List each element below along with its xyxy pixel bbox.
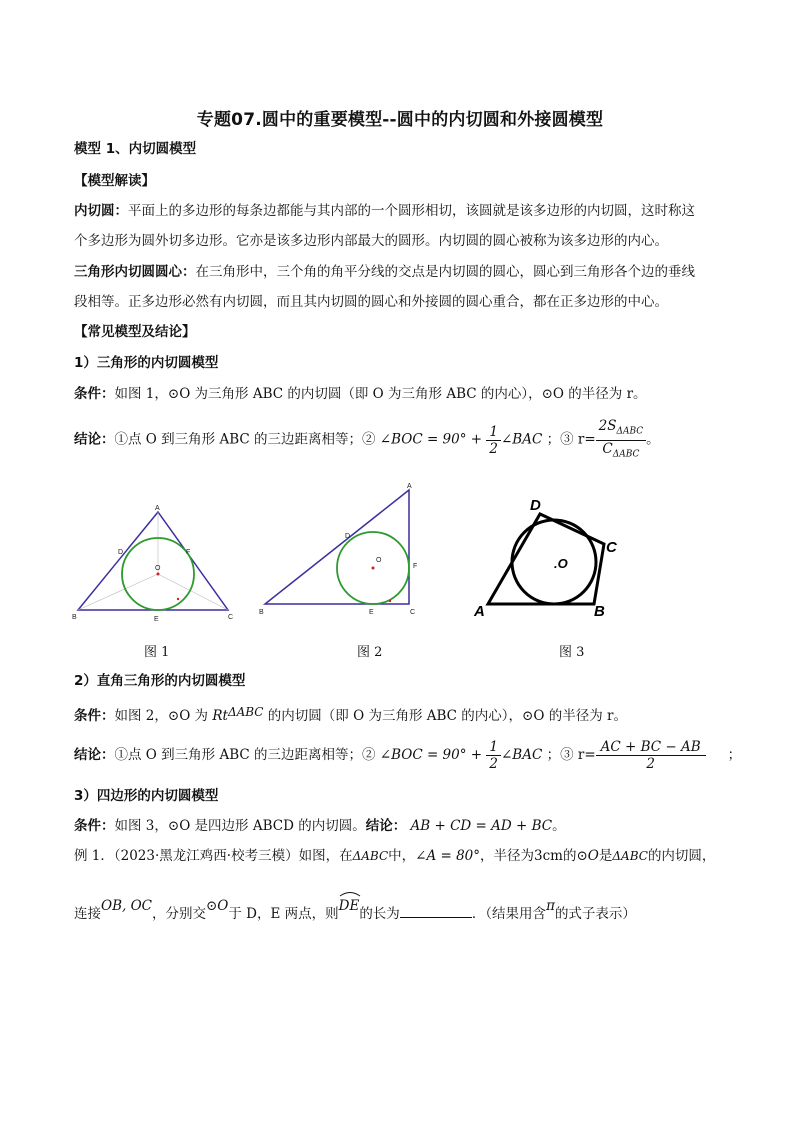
ex1-l2c: 于 D，E 两点，则 — [228, 906, 339, 922]
figure-1 — [70, 500, 240, 625]
model1-heading: 模型 1、内切圆模型 — [74, 141, 197, 157]
sec1-half-den: 2 — [489, 440, 498, 457]
sec1-frac-den: C — [602, 440, 613, 457]
ex1-radius: 3cm — [534, 848, 563, 864]
sec3-cond-text: 如图 3，⊙O 是四边形 ABCD 的内切圆。 — [114, 818, 366, 834]
ex1-l2a: 连接 — [74, 906, 101, 922]
fig2-caption: 图 2 — [357, 645, 383, 660]
fig1-label-C: C — [228, 614, 234, 621]
ex1-l1b: 中， — [388, 848, 416, 864]
ex1-l1c: ，半径为 — [480, 848, 535, 864]
sec2-cond-label: 条件： — [74, 708, 115, 724]
sec2-rt: Rt — [212, 708, 228, 724]
fig2-label-A: A — [407, 483, 412, 490]
sec2-formula2: ∠BOC = 90° + — [379, 747, 487, 763]
incenter-text1: 在三角形中，三个角的角平分线的交点是内切圆的圆心，圆心到三角形各个边的垂线 — [195, 264, 695, 280]
common-heading: 【常见模型及结论】 — [74, 324, 196, 340]
fig3-label-B: B — [594, 603, 605, 620]
sec2-frac-den: 2 — [646, 756, 655, 772]
sec2-concl-end: ； — [727, 747, 742, 763]
sec1-formula2: ∠BOC = 90° + — [379, 431, 487, 448]
sec2-concl-b: ；③ r= — [546, 747, 596, 763]
ex1-l1e: 是 — [598, 848, 613, 864]
sec2-half-frac — [486, 739, 501, 772]
fig3-label-C: C — [606, 539, 617, 556]
sec1-frac-den-sub: ΔABC — [612, 449, 640, 460]
ex1-tri: ΔABC — [352, 849, 389, 863]
fig2-triangle — [265, 490, 409, 604]
sec1-r-frac — [596, 418, 647, 462]
fig2-label-C: C — [410, 609, 416, 616]
fig1-label-A: A — [155, 505, 160, 512]
incircle-def-line2: 个多边形为圆外切多边形。它亦是该多边形内部最大的圆形。内切圆的圆心被称为该多边形的内心。 — [74, 233, 668, 249]
sec2-cond-b: 的内切圆（即 O 为三角形 ABC 的内心），⊙O 的半径为 r。 — [263, 708, 627, 724]
sec1-frac-num-sub: ΔABC — [616, 426, 644, 437]
page-title: 专题07.圆中的重要模型--圆中的内切圆和外接圆模型 — [196, 110, 604, 130]
fig3-label-D: D — [530, 497, 541, 514]
sec1-frac-num: 2S — [598, 418, 617, 434]
sec3-cond-label: 条件： — [74, 818, 115, 834]
sec2-concl-label: 结论： — [74, 747, 115, 763]
ex1-l2b: ，分别交 — [151, 906, 206, 922]
incenter-def-line2: 段相等。正多边形必然有内切圆，而且其内切圆的圆心和外接圆的圆心重合，都在正多边形的中心。 — [74, 294, 668, 310]
ex1-arc — [339, 894, 360, 914]
fig3-label-A: A — [474, 603, 485, 620]
sec3-heading: 3）四边形的内切圆模型 — [74, 788, 219, 804]
ex1-l2f: 的式子表示） — [554, 906, 636, 922]
figure-3 — [470, 492, 630, 622]
sec1-concl-end: 。 — [646, 431, 660, 448]
fig1-label-D: D — [118, 549, 124, 556]
fig3-label-O: .O — [554, 556, 568, 571]
ex1-angle: ∠A = 80° — [415, 848, 481, 864]
sec2-conclusion — [74, 737, 742, 773]
sec1-heading: 1）三角形的内切圆模型 — [74, 355, 219, 371]
fig2-center-point — [372, 567, 375, 570]
ex1-tri2: ΔABC — [612, 849, 648, 863]
sec1-cond-label: 条件： — [74, 386, 115, 402]
fig1-bisector-b — [78, 574, 158, 610]
sec2-concl-a: ①点 O 到三角形 ABC 的三边距离相等；② — [114, 747, 376, 763]
ex1-l1a: 例 1．（2023·黑龙江鸡西·校考三模）如图，在 — [74, 848, 353, 864]
incircle-def-line1 — [74, 201, 734, 222]
fig2-label-O: O — [376, 557, 382, 564]
fig1-label-O: O — [155, 565, 161, 572]
fig1-point — [177, 598, 179, 600]
sec3-concl-label: 结论： — [365, 818, 407, 834]
example1-line2 — [74, 896, 734, 925]
sec3-concl-end: 。 — [552, 818, 566, 834]
fig1-caption: 图 1 — [144, 645, 170, 660]
ex1-segs: OB, OC — [101, 898, 152, 914]
sec2-r-frac — [596, 739, 706, 772]
ex1-circle: ⊙O — [576, 848, 599, 864]
ex1-circle2: ⊙O — [205, 898, 229, 914]
answer-blank[interactable] — [400, 903, 472, 918]
fig3-caption: 图 3 — [559, 645, 585, 660]
sec2-condition — [74, 702, 734, 727]
example1-line1 — [74, 846, 734, 867]
sec2-half-den: 2 — [489, 756, 498, 772]
sec2-heading: 2）直角三角形的内切圆模型 — [74, 673, 246, 689]
sec1-condition — [74, 384, 734, 405]
fig2-label-E: E — [369, 609, 374, 616]
fig1-center-point — [157, 573, 160, 576]
fig2-point — [389, 600, 391, 602]
sec2-formula2-tail: ∠BAC — [500, 747, 543, 763]
sec3-formula: AB + CD = AD + BC — [410, 818, 553, 834]
figure-2 — [255, 480, 430, 625]
ex1-arc-text: DE — [338, 898, 360, 914]
sec1-conclusion — [74, 418, 734, 462]
fig2-label-F: F — [413, 563, 418, 570]
fig1-label-B: B — [72, 614, 77, 621]
sec1-concl-b: ；③ r= — [546, 431, 596, 448]
sec2-frac-num: AC + BC − AB — [596, 739, 706, 756]
fig1-label-E: E — [154, 616, 159, 623]
fig1-triangle — [78, 512, 228, 610]
sec2-cond-a: 如图 2，⊙O 为 — [114, 708, 213, 724]
sec1-half-num: 1 — [486, 424, 501, 441]
sec2-half-num: 1 — [486, 739, 501, 756]
fig1-label-F: F — [186, 549, 191, 556]
arc-mark-icon — [339, 891, 361, 897]
ex1-l1f: 的内切圆， — [647, 848, 716, 864]
sec1-formula2-tail: ∠BAC — [500, 431, 543, 448]
sec1-half-frac — [486, 424, 501, 457]
ex1-l2e: ．（结果用含 — [471, 906, 547, 922]
sec1-concl-a: ①点 O 到三角形 ABC 的三边距离相等；② — [114, 431, 376, 448]
interpretation-heading: 【模型解读】 — [74, 173, 155, 189]
sec1-concl-label: 结论： — [74, 431, 115, 448]
incenter-term: 三角形内切圆圆心： — [74, 264, 196, 280]
sec3-condition — [74, 816, 734, 837]
incenter-def-line1 — [74, 262, 734, 283]
incircle-term: 内切圆： — [74, 203, 128, 219]
fig2-label-D: D — [345, 533, 351, 540]
sec1-cond-text: 如图 1，⊙O 为三角形 ABC 的内切圆（即 O 为三角形 ABC 的内心），⊙O 的半径为 r。 — [114, 386, 647, 402]
ex1-pi: π — [546, 898, 555, 914]
ex1-l1d: 的 — [562, 848, 577, 864]
sec2-rt-tri: ΔABC — [227, 705, 264, 719]
ex1-l2d: 的长为 — [359, 906, 400, 922]
incircle-text1: 平面上的多边形的每条边都能与其内部的一个圆形相切，该圆就是该多边形的内切圆，这时称这 — [128, 203, 695, 219]
fig2-label-B: B — [259, 609, 264, 616]
